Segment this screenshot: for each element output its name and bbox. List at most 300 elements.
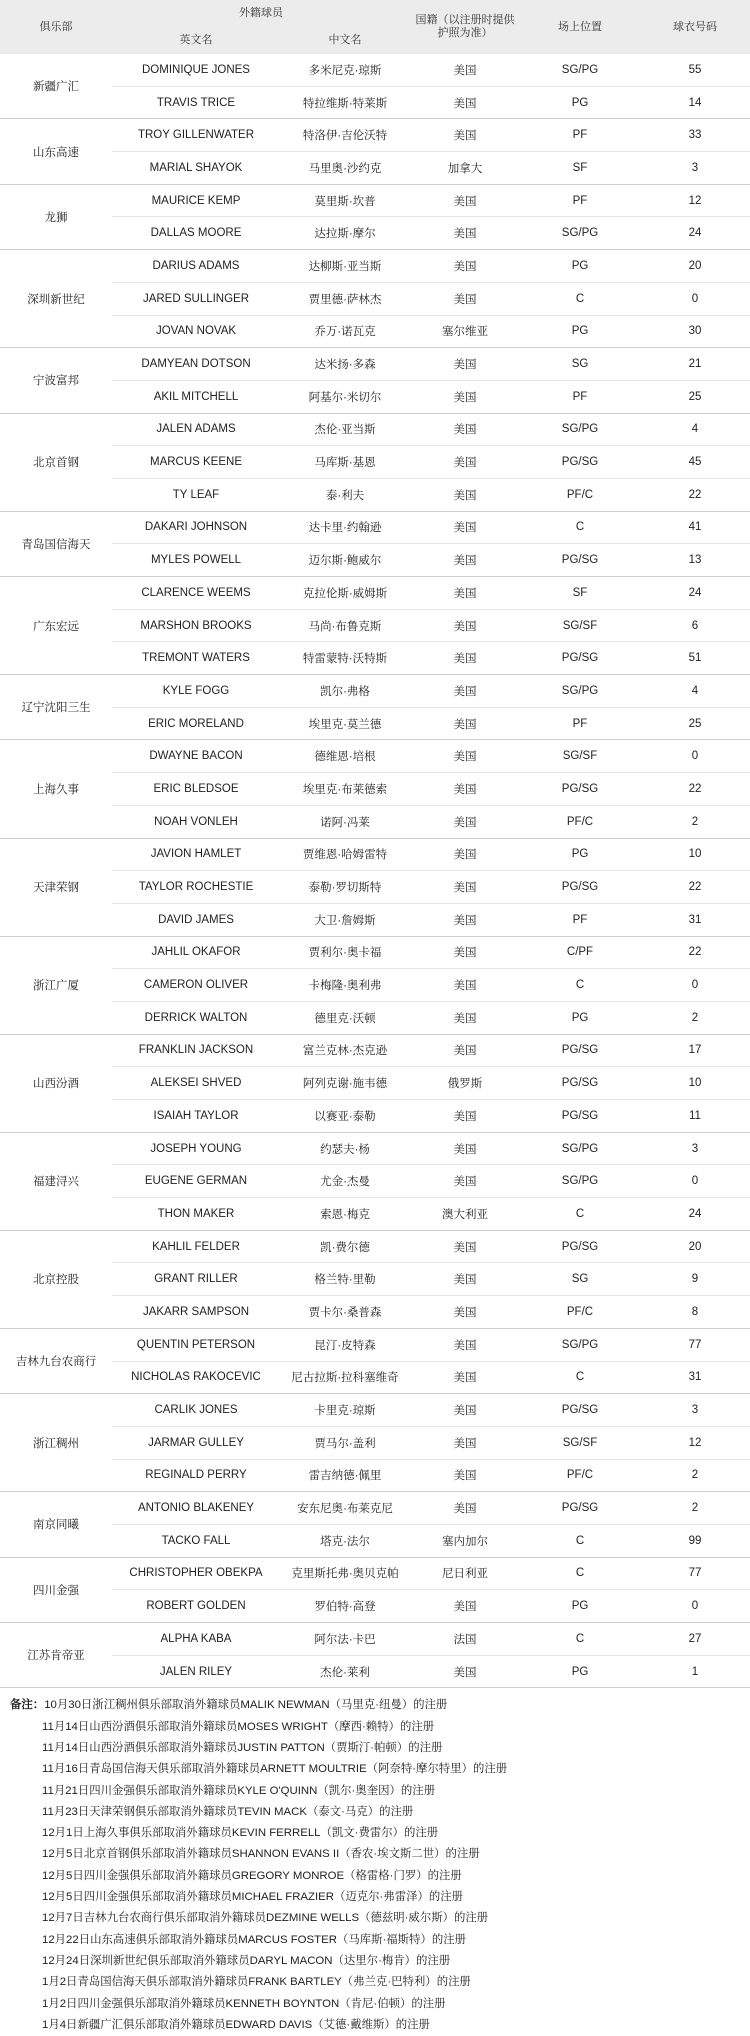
nationality-cell: 美国 [410, 675, 520, 708]
jersey-number-cell: 3 [640, 1132, 750, 1165]
chinese-name-cell: 凯·费尔德 [280, 1230, 410, 1263]
table-row [0, 936, 750, 969]
position-cell: SG/PG [520, 1165, 640, 1198]
chinese-name-cell: 阿列克谢·施韦德 [280, 1067, 410, 1100]
table-row [0, 903, 750, 936]
table-row [0, 217, 750, 250]
note-line: 11月14日山西汾酒俱乐部取消外籍球员MOSES WRIGHT（摩西·赖特）的注册 [42, 1720, 435, 1733]
jersey-number-cell: 31 [640, 903, 750, 936]
english-name-cell: MARCUS KEENE [112, 446, 280, 479]
position-cell: SG/PG [520, 54, 640, 86]
nationality-cell: 美国 [410, 707, 520, 740]
nationality-cell: 美国 [410, 1100, 520, 1133]
position-cell: C [520, 1524, 640, 1557]
club-name-cell: 吉林九台农商行 [0, 1328, 112, 1393]
table-row [0, 609, 750, 642]
chinese-name-cell: 埃里克·莫兰德 [280, 707, 410, 740]
position-cell: PF [520, 184, 640, 217]
position-cell: PG/SG [520, 1067, 640, 1100]
chinese-name-cell: 贾维恩·哈姆雷特 [280, 838, 410, 871]
table-row [0, 86, 750, 119]
chinese-name-cell: 贾里德·萨林杰 [280, 282, 410, 315]
nationality-cell: 美国 [410, 1492, 520, 1525]
chinese-name-cell: 达卡里·约翰逊 [280, 511, 410, 544]
english-name-cell: NICHOLAS RAKOCEVIC [112, 1361, 280, 1394]
nationality-cell: 美国 [410, 642, 520, 675]
table-row [0, 1459, 750, 1492]
jersey-number-cell: 2 [640, 805, 750, 838]
position-cell: SG/PG [520, 217, 640, 250]
chinese-name-cell: 多米尼克·琼斯 [280, 54, 410, 86]
position-cell: PF [520, 707, 640, 740]
table-row [0, 1165, 750, 1198]
note-line: 1月2日四川金强俱乐部取消外籍球员KENNETH BOYNTON（肯尼·伯顿）的注册 [42, 1997, 446, 2010]
jersey-number-cell: 22 [640, 936, 750, 969]
nationality-cell: 美国 [410, 773, 520, 806]
chinese-name-cell: 特洛伊·吉伦沃特 [280, 119, 410, 152]
nationality-cell: 美国 [410, 805, 520, 838]
jersey-number-cell: 4 [640, 413, 750, 446]
jersey-number-cell: 20 [640, 1230, 750, 1263]
jersey-number-cell: 55 [640, 54, 750, 86]
position-cell: SG [520, 348, 640, 381]
jersey-number-cell: 11 [640, 1100, 750, 1133]
english-name-cell: DALLAS MOORE [112, 217, 280, 250]
position-cell: PG [520, 1001, 640, 1034]
nationality-cell: 澳大利亚 [410, 1198, 520, 1231]
note-line: 1月2日青岛国信海天俱乐部取消外籍球员FRANK BARTLEY（弗兰克·巴特利）的注册 [42, 1976, 471, 1989]
table-row [0, 1361, 750, 1394]
english-name-cell: GRANT RILLER [112, 1263, 280, 1296]
english-name-cell: QUENTIN PETERSON [112, 1328, 280, 1361]
english-name-cell: DAVID JAMES [112, 903, 280, 936]
jersey-number-cell: 99 [640, 1524, 750, 1557]
club-name-cell: 辽宁沈阳三生 [0, 675, 112, 740]
jersey-number-cell: 2 [640, 1492, 750, 1525]
table-row [0, 1034, 750, 1067]
nationality-cell: 美国 [410, 282, 520, 315]
jersey-number-cell: 17 [640, 1034, 750, 1067]
chinese-name-cell: 马库斯·基恩 [280, 446, 410, 479]
position-header: 场上位置 [520, 0, 640, 54]
table-row [0, 1296, 750, 1329]
chinese-name-cell: 达拉斯·摩尔 [280, 217, 410, 250]
jersey-number-cell: 27 [640, 1623, 750, 1656]
club-name-cell: 宁波富邦 [0, 348, 112, 413]
table-row [0, 642, 750, 675]
position-cell: SG/SF [520, 1426, 640, 1459]
jersey-number-cell: 30 [640, 315, 750, 348]
chinese-name-cell: 雷吉纳德·佩里 [280, 1459, 410, 1492]
english-name-cell: DOMINIQUE JONES [112, 54, 280, 86]
chinese-name-cell: 以赛亚·泰勒 [280, 1100, 410, 1133]
table-row [0, 446, 750, 479]
english-name-cell: NOAH VONLEH [112, 805, 280, 838]
english-name-cell: MYLES POWELL [112, 544, 280, 577]
jersey-number-cell: 21 [640, 348, 750, 381]
english-name-cell: JARED SULLINGER [112, 282, 280, 315]
table-row [0, 1001, 750, 1034]
chinese-name-cell: 贾利尔·奥卡福 [280, 936, 410, 969]
jersey-number-cell: 45 [640, 446, 750, 479]
table-row [0, 1328, 750, 1361]
jersey-number-cell: 25 [640, 380, 750, 413]
note-line: 11月16日青岛国信海天俱乐部取消外籍球员ARNETT MOULTRIE（阿奈特·摩尔特里）的注册 [42, 1763, 508, 1776]
position-cell: PF [520, 903, 640, 936]
chinese-name-cell: 达米扬·多森 [280, 348, 410, 381]
nationality-cell: 美国 [410, 903, 520, 936]
chinese-name-cell: 昆汀·皮特森 [280, 1328, 410, 1361]
jersey-number-cell: 77 [640, 1328, 750, 1361]
english-name-cell: ERIC MORELAND [112, 707, 280, 740]
nationality-cell: 美国 [410, 1263, 520, 1296]
jersey-number-cell: 24 [640, 577, 750, 610]
position-cell: PF/C [520, 1296, 640, 1329]
chinese-name-cell: 特雷蒙特·沃特斯 [280, 642, 410, 675]
nationality-cell: 美国 [410, 413, 520, 446]
note-line: 12月5日四川金强俱乐部取消外籍球员MICHAEL FRAZIER（迈克尔·弗雷泽）的注册 [42, 1891, 464, 1904]
jersey-number-cell: 0 [640, 969, 750, 1002]
nationality-cell: 美国 [410, 1132, 520, 1165]
position-cell: PG/SG [520, 1230, 640, 1263]
jersey-number-cell: 3 [640, 1394, 750, 1427]
position-cell: C [520, 1623, 640, 1656]
note-line: 12月1日上海久事俱乐部取消外籍球员KEVIN FERRELL（凯文·费雷尔）的注册 [42, 1827, 439, 1840]
english-name-cell: JALEN ADAMS [112, 413, 280, 446]
english-name-cell: KYLE FOGG [112, 675, 280, 708]
club-name-cell: 浙江广厦 [0, 936, 112, 1034]
table-row [0, 184, 750, 217]
note-line: 11月23日天津荣钢俱乐部取消外籍球员TEVIN MACK（泰文·马克）的注册 [42, 1805, 414, 1818]
nationality-cell: 美国 [410, 1328, 520, 1361]
english-name-cell: ALPHA KABA [112, 1623, 280, 1656]
chinese-name-cell: 大卫·詹姆斯 [280, 903, 410, 936]
table-row [0, 478, 750, 511]
english-name-cell: CARLIK JONES [112, 1394, 280, 1427]
english-name-cell: DAKARI JOHNSON [112, 511, 280, 544]
table-header [0, 0, 750, 54]
jersey-number-cell: 1 [640, 1655, 750, 1688]
nationality-cell: 美国 [410, 544, 520, 577]
club-name-cell: 深圳新世纪 [0, 250, 112, 348]
table-row [0, 1198, 750, 1231]
english-name-cell: CAMERON OLIVER [112, 969, 280, 1002]
jersey-number-cell: 4 [640, 675, 750, 708]
note-text: 10月30日浙江稠州俱乐部取消外籍球员MALIK NEWMAN（马里克·纽曼）的注册 [44, 1699, 448, 1712]
chinese-name-cell: 德里克·沃顿 [280, 1001, 410, 1034]
jersey-number-cell: 25 [640, 707, 750, 740]
nationality-cell: 美国 [410, 1459, 520, 1492]
table-row [0, 152, 750, 185]
chinese-name-cell: 马尚·布鲁克斯 [280, 609, 410, 642]
english-name-cell: EUGENE GERMAN [112, 1165, 280, 1198]
chinese-name-header: 中文名 [280, 27, 410, 54]
position-cell: PG/SG [520, 544, 640, 577]
english-name-cell: MARSHON BROOKS [112, 609, 280, 642]
note-line: 12月7日吉林九台农商行俱乐部取消外籍球员DEZMINE WELLS（德兹明·威尔斯）的注册 [42, 1912, 489, 1925]
nationality-cell: 美国 [410, 1296, 520, 1329]
jersey-number-cell: 77 [640, 1557, 750, 1590]
table-row [0, 413, 750, 446]
table-row [0, 315, 750, 348]
nationality-cell: 美国 [410, 86, 520, 119]
position-cell: SG/SF [520, 740, 640, 773]
jersey-number-cell: 13 [640, 544, 750, 577]
english-name-cell: JAKARR SAMPSON [112, 1296, 280, 1329]
jersey-number-cell: 31 [640, 1361, 750, 1394]
position-cell: C [520, 511, 640, 544]
position-cell: PG [520, 1590, 640, 1623]
chinese-name-cell: 约瑟夫·杨 [280, 1132, 410, 1165]
english-name-cell: THON MAKER [112, 1198, 280, 1231]
note-line: 1月4日新疆广汇俱乐部取消外籍球员EDWARD DAVIS（艾德·戴维斯）的注册 [42, 2018, 430, 2031]
table-row [0, 773, 750, 806]
position-cell: C [520, 1198, 640, 1231]
table-row [0, 1492, 750, 1525]
note-line: 12月22日山东高速俱乐部取消外籍球员MARCUS FOSTER（马库斯·福斯特）的注册 [42, 1933, 467, 1946]
position-cell: PG/SG [520, 1100, 640, 1133]
club-name-cell: 浙江稠州 [0, 1394, 112, 1492]
chinese-name-cell: 克里斯托弗·奥贝克帕 [280, 1557, 410, 1590]
club-name-cell: 北京首钢 [0, 413, 112, 511]
english-name-cell: TY LEAF [112, 478, 280, 511]
note-line: 12月5日北京首钢俱乐部取消外籍球员SHANNON EVANS II（香农·埃文斯二世）的注册 [42, 1848, 480, 1861]
chinese-name-cell: 格兰特·里勒 [280, 1263, 410, 1296]
english-name-cell: ALEKSEI SHVED [112, 1067, 280, 1100]
nationality-cell: 美国 [410, 348, 520, 381]
table-row [0, 380, 750, 413]
table-row [0, 1100, 750, 1133]
notes-section [0, 1688, 750, 2036]
jersey-number-cell: 24 [640, 217, 750, 250]
jersey-number-cell: 12 [640, 1426, 750, 1459]
chinese-name-cell: 德维恩·培根 [280, 740, 410, 773]
english-name-cell: AKIL MITCHELL [112, 380, 280, 413]
note-line: 12月24日深圳新世纪俱乐部取消外籍球员DARYL MACON（达里尔·梅肯）的注册 [42, 1954, 451, 1967]
nationality-cell: 塞内加尔 [410, 1524, 520, 1557]
club-name-cell: 北京控股 [0, 1230, 112, 1328]
nationality-cell: 美国 [410, 871, 520, 904]
table-row [0, 1394, 750, 1427]
position-cell: PG/SG [520, 446, 640, 479]
english-name-cell: DAMYEAN DOTSON [112, 348, 280, 381]
note-line [10, 1695, 750, 1716]
table-body [0, 54, 750, 1688]
chinese-name-cell: 克拉伦斯·威姆斯 [280, 577, 410, 610]
nationality-cell: 尼日利亚 [410, 1557, 520, 1590]
table-row [0, 1655, 750, 1688]
jersey-number-cell: 22 [640, 478, 750, 511]
table-row [0, 348, 750, 381]
nationality-cell: 美国 [410, 577, 520, 610]
english-name-cell: TRAVIS TRICE [112, 86, 280, 119]
table-row [0, 1623, 750, 1656]
table-row [0, 282, 750, 315]
club-name-cell: 福建浔兴 [0, 1132, 112, 1230]
nationality-cell: 美国 [410, 838, 520, 871]
club-name-cell: 上海久事 [0, 740, 112, 838]
jersey-number-cell: 0 [640, 1590, 750, 1623]
position-cell: SG/PG [520, 675, 640, 708]
english-name-cell: ISAIAH TAYLOR [112, 1100, 280, 1133]
table-row [0, 119, 750, 152]
nationality-cell: 美国 [410, 1034, 520, 1067]
position-cell: PF [520, 380, 640, 413]
position-cell: PF/C [520, 1459, 640, 1492]
chinese-name-cell: 尤金·杰曼 [280, 1165, 410, 1198]
jersey-number-cell: 14 [640, 86, 750, 119]
english-name-cell: ANTONIO BLAKENEY [112, 1492, 280, 1525]
jersey-number-cell: 0 [640, 740, 750, 773]
foreign-players-header: 外籍球员 [112, 0, 410, 27]
nationality-cell: 美国 [410, 1001, 520, 1034]
position-cell: PG [520, 838, 640, 871]
position-cell: SF [520, 577, 640, 610]
english-name-cell: TROY GILLENWATER [112, 119, 280, 152]
number-header: 球衣号码 [640, 0, 750, 54]
jersey-number-cell: 51 [640, 642, 750, 675]
table-row [0, 54, 750, 86]
club-name-cell: 山西汾酒 [0, 1034, 112, 1132]
note-line: 12月5日四川金强俱乐部取消外籍球员GREGORY MONROE（格雷格·门罗）的注册 [42, 1869, 462, 1882]
english-name-cell: DWAYNE BACON [112, 740, 280, 773]
club-header: 俱乐部 [0, 0, 112, 54]
position-cell: SG/PG [520, 1132, 640, 1165]
english-name-cell: JOVAN NOVAK [112, 315, 280, 348]
table-row [0, 707, 750, 740]
english-name-cell: REGINALD PERRY [112, 1459, 280, 1492]
nationality-cell: 塞尔维亚 [410, 315, 520, 348]
position-cell: PG/SG [520, 1034, 640, 1067]
nationality-cell: 俄罗斯 [410, 1067, 520, 1100]
jersey-number-cell: 6 [640, 609, 750, 642]
nationality-cell: 美国 [410, 936, 520, 969]
club-name-cell: 四川金强 [0, 1557, 112, 1622]
chinese-name-cell: 贾马尔·盖利 [280, 1426, 410, 1459]
nationality-cell: 美国 [410, 1361, 520, 1394]
jersey-number-cell: 33 [640, 119, 750, 152]
nationality-cell: 美国 [410, 446, 520, 479]
nationality-cell: 美国 [410, 478, 520, 511]
jersey-number-cell: 20 [640, 250, 750, 283]
table-row [0, 1426, 750, 1459]
chinese-name-cell: 泰勒·罗切斯特 [280, 871, 410, 904]
club-name-cell: 南京同曦 [0, 1492, 112, 1557]
english-name-cell: TAYLOR ROCHESTIE [112, 871, 280, 904]
position-cell: SF [520, 152, 640, 185]
club-name-cell: 天津荣钢 [0, 838, 112, 936]
position-cell: C [520, 1557, 640, 1590]
notes-title: 备注： [10, 1699, 45, 1712]
jersey-number-cell: 0 [640, 1165, 750, 1198]
nationality-cell: 法国 [410, 1623, 520, 1656]
nationality-cell: 美国 [410, 250, 520, 283]
club-name-cell: 山东高速 [0, 119, 112, 184]
position-cell: PG/SG [520, 642, 640, 675]
chinese-name-cell: 富兰克林·杰克逊 [280, 1034, 410, 1067]
nationality-cell: 美国 [410, 511, 520, 544]
table-row [0, 838, 750, 871]
position-cell: C [520, 282, 640, 315]
table-row [0, 511, 750, 544]
nationality-cell: 美国 [410, 184, 520, 217]
position-cell: PF [520, 119, 640, 152]
position-cell: C/PF [520, 936, 640, 969]
jersey-number-cell: 3 [640, 152, 750, 185]
chinese-name-cell: 特拉维斯·特莱斯 [280, 86, 410, 119]
table-row [0, 740, 750, 773]
nationality-cell: 美国 [410, 54, 520, 86]
table-row [0, 1067, 750, 1100]
jersey-number-cell: 22 [640, 871, 750, 904]
english-name-cell: CHRISTOPHER OBEKPA [112, 1557, 280, 1590]
chinese-name-cell: 卡梅隆·奥利弗 [280, 969, 410, 1002]
nationality-header: 国籍（以注册时提供护照为准） [410, 0, 520, 54]
table-row [0, 1524, 750, 1557]
nationality-cell: 美国 [410, 609, 520, 642]
position-cell: PG/SG [520, 1394, 640, 1427]
chinese-name-cell: 凯尔·弗格 [280, 675, 410, 708]
nationality-cell: 美国 [410, 740, 520, 773]
jersey-number-cell: 12 [640, 184, 750, 217]
position-cell: PG [520, 86, 640, 119]
chinese-name-cell: 尼古拉斯·拉科塞维奇 [280, 1361, 410, 1394]
table-row [0, 250, 750, 283]
chinese-name-cell: 埃里克·布莱德索 [280, 773, 410, 806]
table-row [0, 544, 750, 577]
english-name-cell: MAURICE KEMP [112, 184, 280, 217]
jersey-number-cell: 41 [640, 511, 750, 544]
table-row [0, 1132, 750, 1165]
chinese-name-cell: 达柳斯·亚当斯 [280, 250, 410, 283]
table-row [0, 675, 750, 708]
position-cell: C [520, 1361, 640, 1394]
english-name-cell: JAVION HAMLET [112, 838, 280, 871]
nationality-cell: 美国 [410, 1394, 520, 1427]
chinese-name-cell: 莫里斯·坎普 [280, 184, 410, 217]
nationality-cell: 美国 [410, 1590, 520, 1623]
position-cell: PG [520, 315, 640, 348]
table-row [0, 969, 750, 1002]
chinese-name-cell: 乔万·诺瓦克 [280, 315, 410, 348]
english-name-cell: TREMONT WATERS [112, 642, 280, 675]
position-cell: SG [520, 1263, 640, 1296]
chinese-name-cell: 阿尔法·卡巴 [280, 1623, 410, 1656]
chinese-name-cell: 马里奥·沙约克 [280, 152, 410, 185]
jersey-number-cell: 24 [640, 1198, 750, 1231]
chinese-name-cell: 贾卡尔·桑普森 [280, 1296, 410, 1329]
club-name-cell: 广东宏远 [0, 577, 112, 675]
english-name-cell: ERIC BLEDSOE [112, 773, 280, 806]
jersey-number-cell: 10 [640, 838, 750, 871]
chinese-name-cell: 卡里克·琼斯 [280, 1394, 410, 1427]
english-name-cell: JOSEPH YOUNG [112, 1132, 280, 1165]
table-row [0, 1263, 750, 1296]
club-name-cell: 新疆广汇 [0, 54, 112, 119]
chinese-name-cell: 塔克·法尔 [280, 1524, 410, 1557]
nationality-cell: 美国 [410, 969, 520, 1002]
english-name-header: 英文名 [112, 27, 280, 54]
position-cell: PF/C [520, 805, 640, 838]
chinese-name-cell: 阿基尔·米切尔 [280, 380, 410, 413]
club-name-cell: 龙狮 [0, 184, 112, 249]
note-line: 11月14日山西汾酒俱乐部取消外籍球员JUSTIN PATTON（贾斯汀·帕顿）的注册 [42, 1741, 443, 1754]
jersey-number-cell: 10 [640, 1067, 750, 1100]
chinese-name-cell: 杰伦·亚当斯 [280, 413, 410, 446]
english-name-cell: JARMAR GULLEY [112, 1426, 280, 1459]
table-row [0, 1230, 750, 1263]
table-row [0, 1557, 750, 1590]
